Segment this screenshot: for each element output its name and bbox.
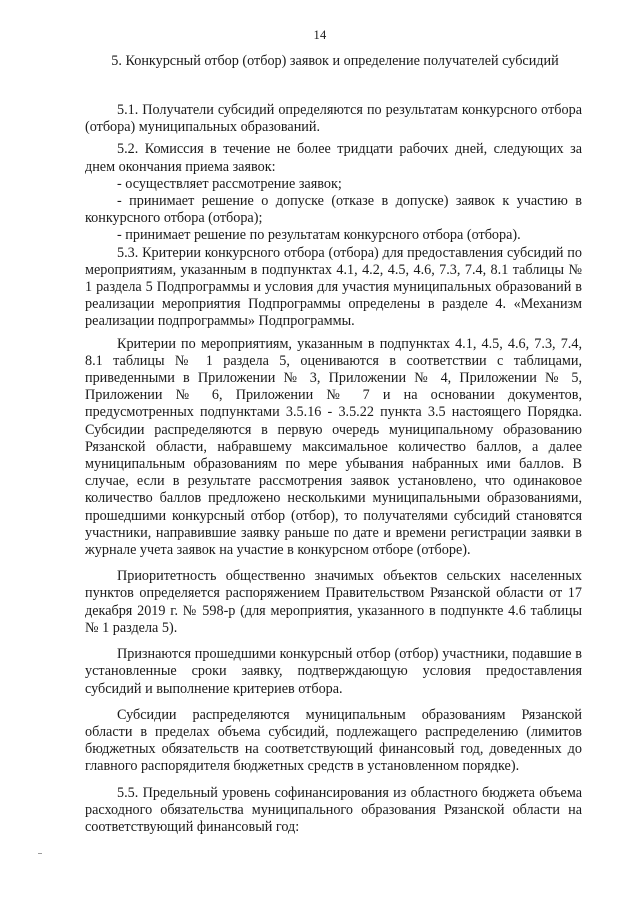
section-heading: 5. Конкурсный отбор (отбор) заявок и определение получателей субсидий [111, 53, 559, 69]
list-item-review: - осуществляет рассмотрение заявок; [117, 175, 342, 192]
paragraph-5-1: 5.1. Получатели субсидий определяются по результатам конкурсного отбора (отбора) муниципальных образований. [85, 102, 582, 136]
page-number: 14 [313, 28, 327, 42]
paragraph-5-3: 5.3. Критерии конкурсного отбора (отбора) для предоставления субсидий по мероприятиям, указанным в подпунктах 4.1, 4.2, 4.5, 4.6, 7.3, 7.4, 8.1 таблицы № 1 раздела 5 Подпрограммы и условия для участия муниципальных образований в реализации мероприятия Подпрограммы определены в разделе 4. «Механизм реализации подпрограммы» Подпрограммы. [85, 244, 582, 330]
list-item-decision: - принимает решение по результатам конкурсного отбора (отбора). [117, 227, 521, 244]
paragraph-5-2: 5.2. Комиссия в течение не более тридцати рабочих дней, следующих за днем окончания приема заявок: [85, 141, 582, 175]
paragraph-winners: Признаются прошедшими конкурсный отбор (отбор) участники, подавшие в установленные сроки заявку, подтверждающую условия предоставления субсидий и выполнение критериев отбора. [85, 646, 582, 697]
paragraph-5-5: 5.5. Предельный уровень софинансирования из областного бюджета объема расходного обязательства муниципального образования Рязанской области на соответствующий финансовый год: [85, 784, 582, 835]
list-item-admission: - принимает решение о допуске (отказе в допуске) заявок к участию в конкурсного отбора (отбора); [85, 193, 582, 227]
paragraph-priority: Приоритетность общественно значимых объектов сельских населенных пунктов определяется распоряжением Правительством Рязанской области от 17 декабря 2019 г. № 598-р (для мероприятия, указанного в подпункте 4.6 таблицы № 1 раздела 5). [85, 568, 582, 636]
scan-margin-mark [38, 853, 42, 854]
paragraph-criteria: Критерии по мероприятиям, указанным в подпунктах 4.1, 4.5, 4.6, 7.3, 7.4, 8.1 таблицы № 1 раздела 5, оцениваются в соответствии с таблицами, приведенными в Приложении № 3, Приложении № 4, Приложении № 5, Приложении № 6, Приложении № 7 и на основании документов, предусмотренных подпунктами 3.5.16 - 3.5.22 пункта 3.5 настоящего Порядка. Субсидии распределяются в первую очередь муниципальному образованию Рязанской области, набравшему максимальное количество баллов, а далее муниципальным образованиям по мере убывания набранных ими баллов. В случае, если в результате рассмотрения заявок установлено, что одинаковое количество баллов предложено несколькими муниципальными образованиями, прошедшими конкурсный отбор (отбор), то получателями субсидий становятся участники, направившие заявку раньше по дате и времени регистрации заявки в журнале учета заявок на участие в конкурсном отборе (отборе). [85, 335, 582, 559]
section-body [85, 102, 582, 836]
paragraph-distribution: Субсидии распределяются муниципальным образованиям Рязанской области в пределах объема субсидий, подлежащего распределению (лимитов бюджетных обязательств на соответствующий финансовый год, доведенных до главного распорядителя бюджетных средств в установленном порядке). [85, 706, 582, 775]
